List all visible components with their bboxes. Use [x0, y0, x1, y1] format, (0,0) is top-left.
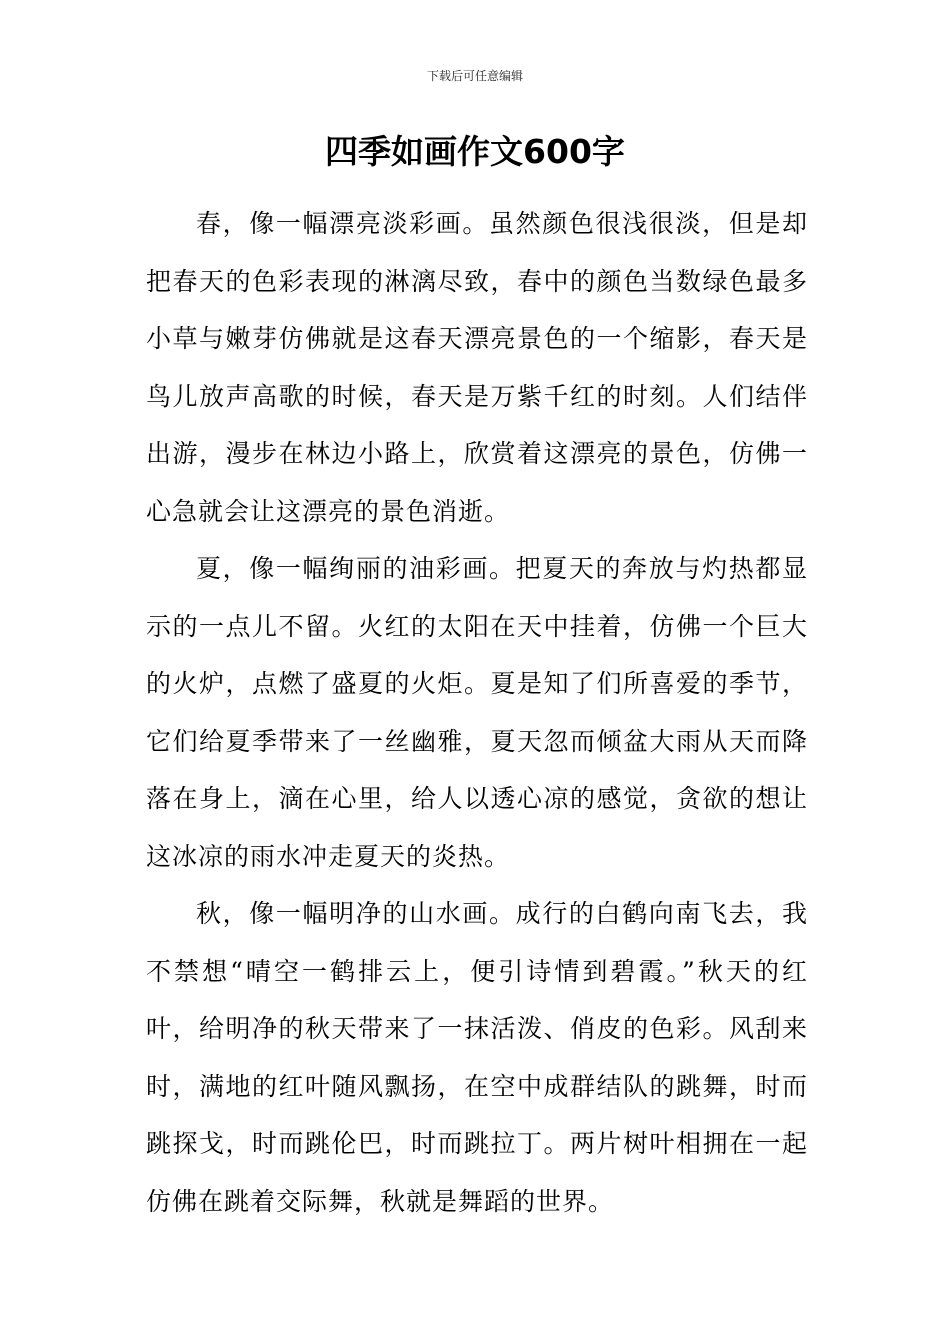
document-title: 四季如画作文600字 — [325, 132, 625, 171]
document-body — [146, 195, 808, 1230]
page-header-note: 下载后可任意编辑 — [426, 69, 523, 83]
paragraph-summer: 夏，像一幅绚丽的油彩画。把夏天的奔放与灼热都显示的一点儿不留。火红的太阳在天中挂着，仿佛一个巨大的火炉，点燃了盛夏的火炬。夏是知了们所喜爱的季节，它们给夏季带来了一丝幽雅，夏天忽而倾盆大雨从天而降落在身上，滴在心里，给人以透心凉的感觉，贪欲的想让这冰凉的雨水冲走夏天的炎热。 — [146, 554, 808, 871]
paragraph-spring: 春，像一幅漂亮淡彩画。虽然颜色很浅很淡，但是却把春天的色彩表现的淋漓尽致，春中的颜色当数绿色最多小草与嫩芽仿佛就是这春天漂亮景色的一个缩影，春天是鸟儿放声高歌的时候，春天是万紫千红的时刻。人们结伴出游，漫步在林边小路上，欣赏着这漂亮的景色，仿佛一心急就会让这漂亮的景色消逝。 — [146, 209, 808, 526]
paragraph-autumn: 秋，像一幅明净的山水画。成行的白鹤向南飞去，我不禁想“晴空一鹤排云上，便引诗情到碧霞。”秋天的红叶，给明净的秋天带来了一抹活泼、俏皮的色彩。风刮来时，满地的红叶随风飘扬，在空中成群结队的跳舞，时而跳探戈，时而跳伦巴，时而跳拉丁。两片树叶相拥在一起仿佛在跳着交际舞，秋就是舞蹈的世界。 — [146, 899, 808, 1216]
